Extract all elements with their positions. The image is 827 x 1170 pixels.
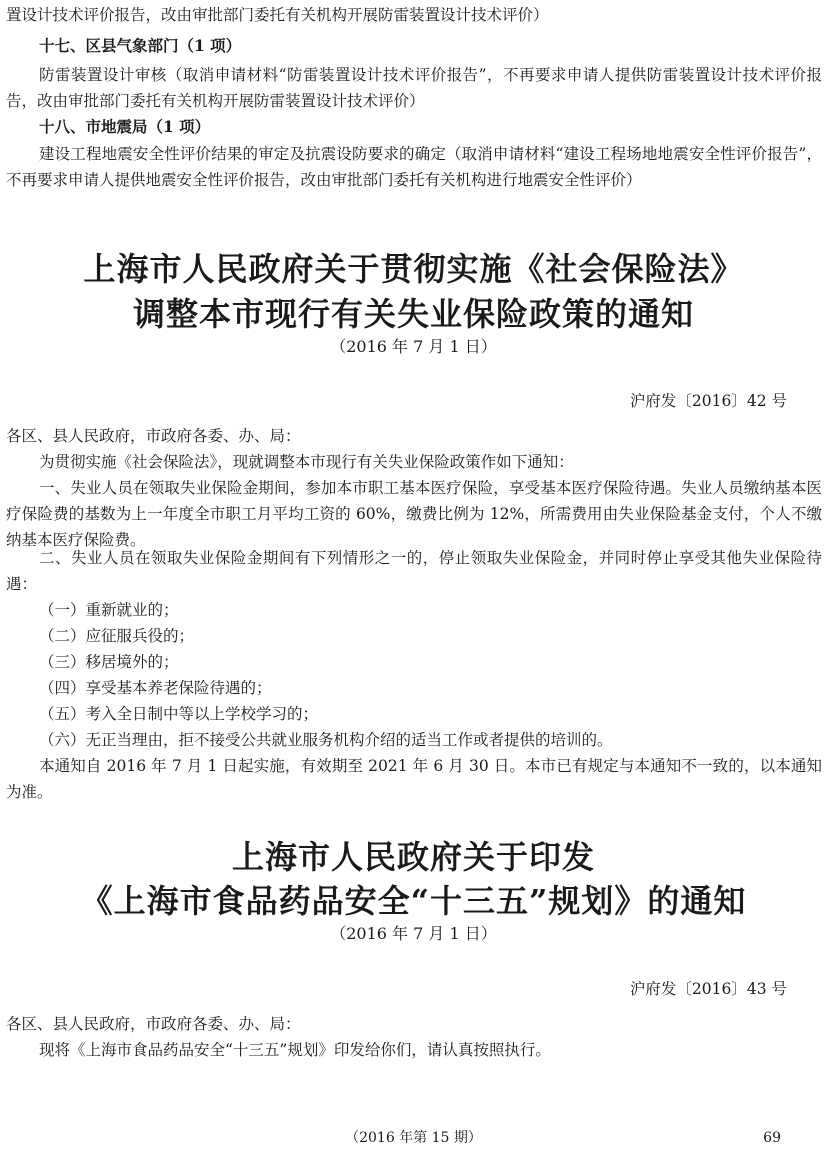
notice1-date: （2016 年 7 月 1 日）	[330, 337, 497, 356]
notice1-closing: 本通知自 2016 年 7 月 1 日起实施，有效期至 2021 年 6 月 30 日。本市已有规定与本通知不一致的，以本通知为准。	[6, 757, 822, 801]
notice1-list-item: （六）无正当理由，拒不接受公共就业服务机构介绍的适当工作或者提供的培训的。	[39, 731, 613, 749]
notice2-title-line2: 《上海市食品药品安全“十三五”规划》的通知	[80, 882, 747, 920]
notice1-para1: 一、失业人员在领取失业保险金期间，参加本市职工基本医疗保险，享受基本医疗保险待遇。失业人员缴纳基本医疗保险费的基数为上一年度全市职工月平均工资的 60%，缴费比例为 12%，所需费用由失业保险基金支付，个人不缴纳基本医疗保险费。	[6, 479, 822, 549]
notice1-list-item: （四）享受基本养老保险待遇的；	[39, 679, 272, 697]
notice2-date: （2016 年 7 月 1 日）	[330, 924, 497, 943]
section-heading-18: 十八、市地震局（1 项）	[39, 117, 211, 136]
continued-text-line: 置设计技术评价报告，改由审批部门委托有关机构开展防雷装置设计技术评价）	[6, 6, 549, 24]
notice1-list-item: （二）应征服兵役的；	[39, 627, 195, 645]
notice1-doc-number: 沪府发〔2016〕42 号	[629, 392, 787, 410]
notice1-para2: 二、失业人员在领取失业保险金期间有下列情形之一的，停止领取失业保险金，并同时停止享受其他失业保险待遇：	[6, 549, 822, 593]
notice1-list-item: （三）移居境外的；	[39, 653, 179, 671]
notice1-title-line2: 调整本市现行有关失业保险政策的通知	[132, 295, 694, 333]
notice1-intro: 为贯彻实施《社会保险法》，现就调整本市现行有关失业保险政策作如下通知：	[39, 453, 574, 471]
notice2-addressee: 各区、县人民政府，市政府各委、办、局：	[6, 1015, 301, 1033]
notice1-list-item: （五）考入全日制中等以上学校学习的；	[39, 705, 319, 723]
section-item-18: 建设工程地震安全性评价结果的审定及抗震设防要求的确定（取消申请材料“建设工程场地地震安全性评价报告”，不再要求申请人提供地震安全性评价报告，改由审批部门委托有关机构进行地震安全性评价）	[6, 145, 822, 189]
page-number: 69	[763, 1130, 781, 1146]
section-item-17: 防雷装置设计审核（取消申请材料“防雷装置设计技术评价报告”，不再要求申请人提供防雷装置设计技术评价报告，改由审批部门委托有关机构开展防雷装置设计技术评价）	[6, 66, 822, 110]
footer-issue: （2016 年第 15 期）	[345, 1130, 482, 1146]
notice1-addressee: 各区、县人民政府，市政府各委、办、局：	[6, 427, 301, 445]
section-heading-17: 十七、区县气象部门（1 项）	[39, 36, 242, 55]
notice1-title-line1: 上海市人民政府关于贯彻实施《社会保险法》	[83, 250, 744, 288]
notice1-list-item: （一）重新就业的；	[39, 601, 179, 619]
notice2-doc-number: 沪府发〔2016〕43 号	[629, 980, 787, 998]
notice2-title-line1: 上海市人民政府关于印发	[231, 838, 595, 876]
notice2-body: 现将《上海市食品药品安全“十三五”规划》印发给你们，请认真按照执行。	[39, 1041, 551, 1059]
